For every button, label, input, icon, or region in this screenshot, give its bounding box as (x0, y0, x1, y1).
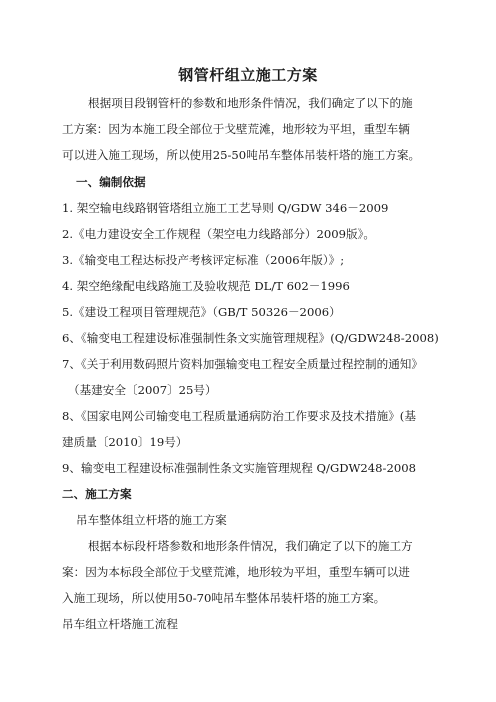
plan-line-1: 根据本标段杆塔参数和地形条件情况，我们确定了以下的施工方 (88, 539, 413, 553)
basis-item-7-cont: （基建安全〔2007〕25号） (68, 383, 217, 397)
flow-label: 吊车组立杆塔施工流程 (62, 617, 178, 631)
basis-item-7: 7、《关于利用数码照片资料加强输变电工程安全质量过程控制的通知》 (62, 357, 423, 371)
intro-line-1: 根据项目段钢管杆的参数和地形条件情况，我们确定了以下的施 (88, 96, 413, 110)
basis-item-3: 3.《输变电工程达标投产考核评定标准（2006年版）》; (62, 253, 345, 267)
intro-line-2: 工方案：因为本施工段全部位于戈壁荒滩，地形较为平坦，重型车辆 (62, 122, 410, 136)
basis-item-2: 2.《电力建设安全工作规程（架空电力线路部分）2009版》。 (62, 227, 376, 241)
basis-item-8-cont: 建质量〔2010〕19号） (62, 435, 188, 449)
plan-line-3: 入施工现场，所以使用50-70吨吊车整体吊装杆塔的施工方案。 (62, 591, 386, 605)
section2-subheading: 吊车整体组立杆塔的施工方案 (76, 513, 227, 527)
basis-item-6: 6、《输变电工程建设标准强制性条文实施管理规程》(Q/GDW248-2008) (62, 331, 439, 345)
basis-item-5: 5.《建设工程项目管理规范》（GB/T 50326－2006） (62, 305, 341, 319)
plan-line-2: 案：因为本标段全部位于戈壁荒滩，地形较为平坦，重型车辆可以进 (62, 565, 410, 579)
basis-item-8: 8、《国家电网公司输变电工程质量通病防治工作要求及技术措施》(基 (62, 409, 416, 423)
document-title: 钢管杆组立施工方案 (178, 66, 318, 84)
basis-item-1: 1. 架空输电线路钢管塔组立施工工艺导则 Q/GDW 346－2009 (62, 201, 389, 215)
section2-heading: 二、施工方案 (62, 487, 132, 501)
section1-heading: 一、编制依据 (76, 175, 146, 189)
basis-item-4: 4. 架空绝缘配电线路施工及验收规范 DL/T 602－1996 (62, 279, 350, 293)
intro-line-3: 可以进入施工现场，所以使用25-50吨吊车整体吊装杆塔的施工方案。 (62, 148, 421, 162)
basis-item-9: 9、输变电工程建设标准强制性条文实施管理规程 Q/GDW248-2008 (62, 461, 416, 475)
